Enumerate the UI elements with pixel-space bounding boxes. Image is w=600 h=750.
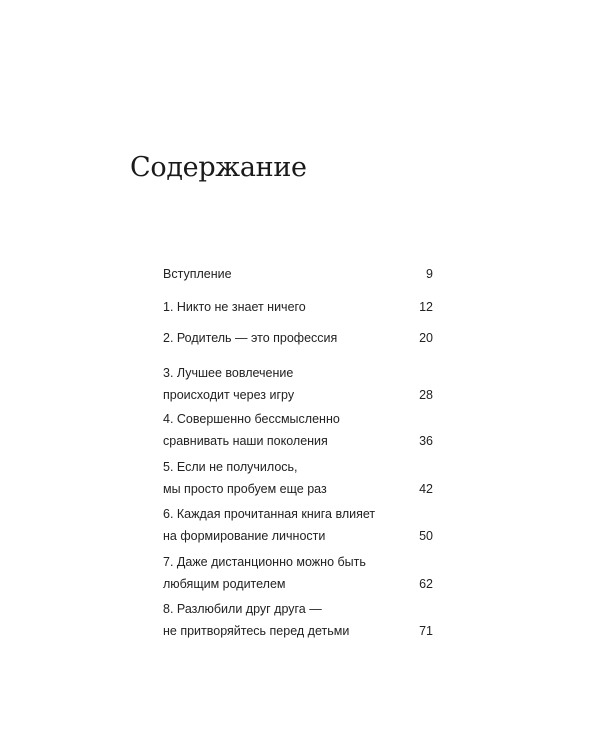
toc-entry-title	[163, 551, 398, 595]
toc-entry-chapter-8[interactable]	[163, 598, 433, 642]
toc-entry-title-line: 4. Совершенно бессмысленно	[163, 412, 340, 426]
toc-entry-title	[163, 362, 398, 406]
toc-entry-chapter-4[interactable]	[163, 408, 433, 452]
toc-entry-title-line: Вступление	[163, 267, 232, 281]
toc-entry-title	[163, 296, 398, 318]
toc-entry-title-line: 8. Разлюбили друг друга —	[163, 602, 322, 616]
toc-entry-chapter-5[interactable]	[163, 456, 433, 500]
toc-entry-title-line: на формирование личности	[163, 529, 326, 543]
toc-entry-title	[163, 408, 398, 452]
toc-entry-page-number: 71	[419, 624, 433, 638]
toc-entry-title	[163, 456, 398, 500]
toc-entry-title	[163, 598, 398, 642]
toc-entry-title-line: 6. Каждая прочитанная книга влияет	[163, 507, 376, 521]
toc-entry-page-number: 50	[419, 529, 433, 543]
toc-entry-title	[163, 503, 398, 547]
toc-entry-title-line: 1. Никто не знает ничего	[163, 300, 306, 314]
toc-entry-page-number: 36	[419, 434, 433, 448]
toc-entry-page-number: 9	[426, 267, 433, 281]
page-title: Содержание	[130, 152, 307, 183]
toc-entry-chapter-3[interactable]	[163, 362, 433, 406]
toc-entry-title	[163, 327, 398, 349]
toc-entry-title-line: 3. Лучшее вовлечение	[163, 366, 294, 380]
toc-entry-chapter-1[interactable]	[163, 296, 433, 318]
toc-entry-page-number: 20	[419, 331, 433, 345]
toc-entry-title-line: сравнивать наши поколения	[163, 434, 328, 448]
toc-entry-title-line: не притворяйтесь перед детьми	[163, 624, 350, 638]
toc-entry-title-line: 5. Если не получилось,	[163, 460, 298, 474]
toc-entry-title-line: мы просто пробуем еще раз	[163, 482, 327, 496]
toc-entry-page-number: 12	[419, 300, 433, 314]
toc-entry-page-number: 28	[419, 388, 433, 402]
toc-entry-chapter-7[interactable]	[163, 551, 433, 595]
toc-entry-chapter-6[interactable]	[163, 503, 433, 547]
toc-entry-title-line: 7. Даже дистанционно можно быть	[163, 555, 366, 569]
toc-entry-title-line: происходит через игру	[163, 388, 295, 402]
toc-entry-page-number: 42	[419, 482, 433, 496]
toc-entry-title	[163, 263, 398, 285]
toc-entry-title-line: любящим родителем	[163, 577, 286, 591]
toc-entry-title-line: 2. Родитель — это профессия	[163, 331, 338, 345]
toc-entry-chapter-2[interactable]	[163, 327, 433, 349]
toc-entry-page-number: 62	[419, 577, 433, 591]
toc-entry-introduction[interactable]	[163, 263, 433, 285]
